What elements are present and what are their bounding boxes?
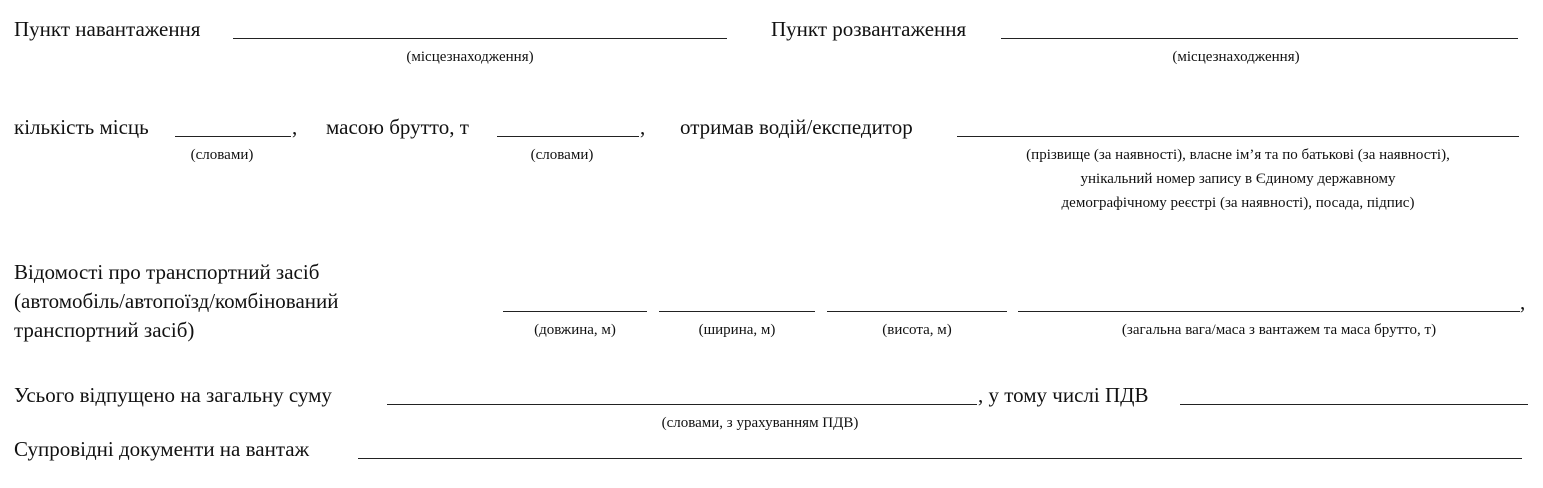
length-field[interactable] — [503, 311, 647, 312]
places-comma: , — [292, 115, 298, 139]
gross-comma: , — [640, 115, 646, 139]
driver-field[interactable] — [957, 136, 1519, 137]
total-weight-field[interactable] — [1018, 311, 1520, 312]
gross-mass-label: масою брутто, т — [326, 115, 469, 139]
loading-point-hint: (місцезнаходження) — [406, 49, 534, 65]
accompanying-docs-field[interactable] — [358, 458, 1522, 459]
total-sum-hint: (словами, з урахуванням ПДВ) — [661, 415, 859, 431]
vehicle-label-line1: Відомості про транспортний засіб — [14, 260, 320, 284]
gross-mass-hint: (словами) — [530, 147, 594, 163]
driver-hint-line1: (прізвище (за наявності), власне ім’я та по батькові (за наявності), — [1026, 147, 1450, 163]
vehicle-label-line2: (автомобіль/автопоїзд/комбінований — [14, 289, 339, 313]
vat-field[interactable] — [1180, 404, 1528, 405]
vehicle-label-line3: транспортний засіб) — [14, 318, 195, 342]
total-sum-field[interactable] — [387, 404, 977, 405]
gross-mass-field[interactable] — [497, 136, 639, 137]
width-field[interactable] — [659, 311, 815, 312]
places-count-hint: (словами) — [190, 147, 254, 163]
height-field[interactable] — [827, 311, 1007, 312]
accompanying-docs-label: Супровідні документи на вантаж — [14, 437, 310, 461]
height-hint: (висота, м) — [882, 322, 952, 338]
width-hint: (ширина, м) — [698, 322, 776, 338]
loading-point-label: Пункт навантаження — [14, 17, 201, 41]
total-sum-label: Усього відпущено на загальну суму — [14, 383, 332, 407]
unloading-point-field[interactable] — [1001, 38, 1518, 39]
vat-label: , у тому числі ПДВ — [978, 383, 1149, 407]
driver-hint-line3: демографічному реєстрі (за наявності), посада, підпис) — [1061, 195, 1415, 211]
unloading-point-hint: (місцезнаходження) — [1172, 49, 1300, 65]
loading-point-field[interactable] — [233, 38, 727, 39]
driver-hint-line2: унікальний номер запису в Єдиному державному — [1080, 171, 1396, 187]
driver-label: отримав водій/експедитор — [680, 115, 913, 139]
weight-comma: , — [1520, 290, 1526, 314]
total-weight-hint: (загальна вага/маса з вантажем та маса брутто, т) — [1121, 322, 1437, 338]
places-count-label: кількість місць — [14, 115, 149, 139]
length-hint: (довжина, м) — [534, 322, 616, 338]
places-count-field[interactable] — [175, 136, 291, 137]
unloading-point-label: Пункт розвантаження — [771, 17, 967, 41]
